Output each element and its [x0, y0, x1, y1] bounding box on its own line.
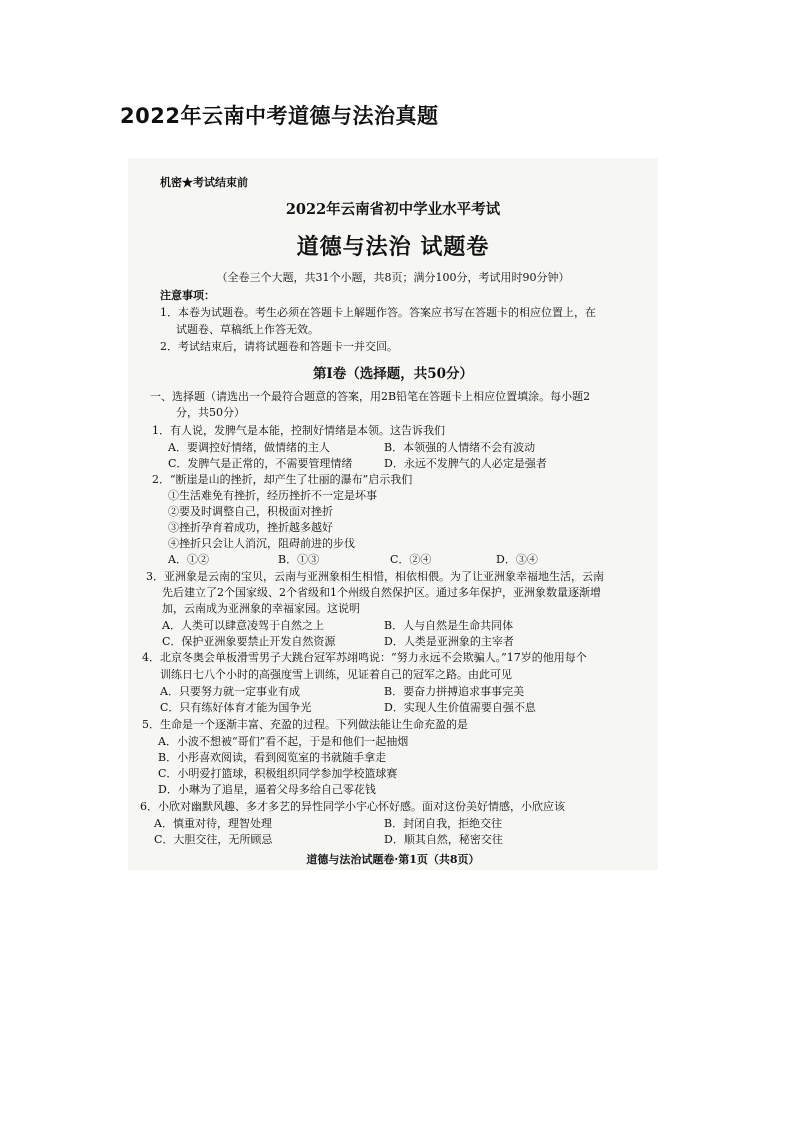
- question-1-option-b: B．本领强的人情绪不会有波动: [384, 441, 536, 454]
- question-2-statement-4: ④挫折只会让人消沉，阻碍前进的步伐: [168, 537, 355, 550]
- page-title: 2022年云南中考道德与法治真题: [120, 104, 439, 128]
- question-1-stem: 1．有人说，发脾气是本能，控制好情绪是本领。这告诉我们: [152, 424, 445, 437]
- question-2-stem: 2．“断崖是山的挫折，却产生了壮丽的瀑布”启示我们: [152, 473, 413, 486]
- question-3-option-c: C．保护亚洲象要禁止开发自然资源: [162, 635, 336, 648]
- section-instruction: 一、选择题（请选出一个最符合题意的答案，用2B铅笔在答题卡上相应位置填涂。每小题2: [150, 390, 591, 403]
- question-1-option-c: C．发脾气是正常的，不需要管理情绪: [168, 457, 353, 470]
- question-2-statement-2: ②要及时调整自己，积极面对挫折: [168, 505, 333, 518]
- question-4-option-d: D．实现人生价值需要自强不息: [384, 701, 536, 714]
- question-3-stem-cont-2: 加，云南成为亚洲象的幸福家园。这说明: [162, 602, 360, 615]
- question-4-option-a: A．只要努力就一定事业有成: [160, 685, 300, 698]
- question-4-option-b: B．要奋力拼搏追求事事完美: [384, 685, 525, 698]
- question-2-statement-3: ③挫折孕育着成功，挫折越多越好: [168, 521, 333, 534]
- question-5-stem: 5．生命是一个逐渐丰富、充盈的过程。下列做法能让生命充盈的是: [142, 718, 468, 731]
- question-2-option-c: C．②④: [390, 553, 432, 566]
- exam-name: 2022年云南省初中学业水平考试: [285, 201, 501, 218]
- page-footer: 道德与法治试题卷·第1页（共8页）: [306, 853, 480, 866]
- notice-item-1-cont: 试题卷、草稿纸上作答无效。: [176, 323, 319, 336]
- question-6-option-c: C．大胆交往，无所顾忌: [154, 833, 273, 846]
- question-5-option-a: A．小波不想被“哥们”看不起，于是和他们一起抽烟: [158, 735, 409, 748]
- exam-meta: （全卷三个大题，共31个小题，共8页；满分100分，考试用时90分钟）: [216, 271, 570, 284]
- question-6-option-a: A．慎重对待，理智处理: [154, 817, 272, 830]
- question-2-option-d: D．③④: [496, 553, 538, 566]
- secret-label: 机密★考试结束前: [160, 176, 248, 189]
- question-6-stem: 6．小欣对幽默风趣、多才多艺的异性同学小宇心怀好感。面对这份美好情感，小欣应该: [140, 800, 565, 813]
- question-5-option-d: D．小琳为了追星，逼着父母多给自己零花钱: [158, 783, 376, 796]
- question-1-option-a: A．要调控好情绪，做情绪的主人: [168, 441, 330, 454]
- question-3-stem: 3．亚洲象是云南的宝贝，云南与亚洲象相生相惜，相依相偎。为了让亚洲象幸福地生活，云南: [146, 570, 604, 583]
- question-5-option-c: C．小明爱打篮球，积极组织同学参加学校篮球赛: [158, 767, 398, 780]
- question-1-option-d: D．永远不发脾气的人必定是强者: [384, 457, 547, 470]
- notice-item-1: 1．本卷为试题卷。考生必须在答题卡上解题作答。答案应书写在答题卡的相应位置上，在: [160, 306, 596, 319]
- question-4-stem: 4．北京冬奥会单板滑雪男子大跳台冠军苏翊鸣说：“努力永远不会欺骗人。”17岁的他用每个: [142, 651, 587, 664]
- question-2-option-a: A．①②: [168, 553, 209, 566]
- section-instruction-cont: 分，共50分）: [176, 406, 245, 419]
- question-4-option-c: C．只有练好体育才能为国争光: [160, 701, 312, 714]
- question-6-option-d: D．顺其自然，秘密交往: [384, 833, 503, 846]
- subject-title: 道德与法治 试题卷: [296, 234, 490, 260]
- question-3-option-a: A．人类可以肆意凌驾于自然之上: [162, 619, 324, 632]
- question-3-option-b: B．人与自然是生命共同体: [384, 619, 514, 632]
- question-5-option-b: B．小彤喜欢阅读，看到阅览室的书就随手拿走: [158, 751, 387, 764]
- scanned-exam-page: [128, 158, 658, 870]
- question-6-option-b: B．封闭自我，拒绝交往: [384, 817, 503, 830]
- question-2-statement-1: ①生活难免有挫折，经历挫折不一定是坏事: [168, 489, 377, 502]
- question-4-stem-cont: 训练日七八个小时的高强度雪上训练，见证着自己的冠军之路。由此可见: [160, 668, 512, 681]
- notice-heading: 注意事项：: [160, 289, 215, 302]
- question-3-option-d: D．人类是亚洲象的主宰者: [384, 635, 514, 648]
- part-heading: 第Ⅰ卷（选择题，共50分）: [312, 366, 474, 382]
- notice-item-2: 2．考试结束后，请将试题卷和答题卡一并交回。: [160, 340, 398, 353]
- question-2-option-b: B．①③: [278, 553, 320, 566]
- question-3-stem-cont-1: 先后建立了2个国家级、2个省级和1个州级自然保护区。通过多年保护，亚洲象数量逐渐增: [162, 586, 601, 599]
